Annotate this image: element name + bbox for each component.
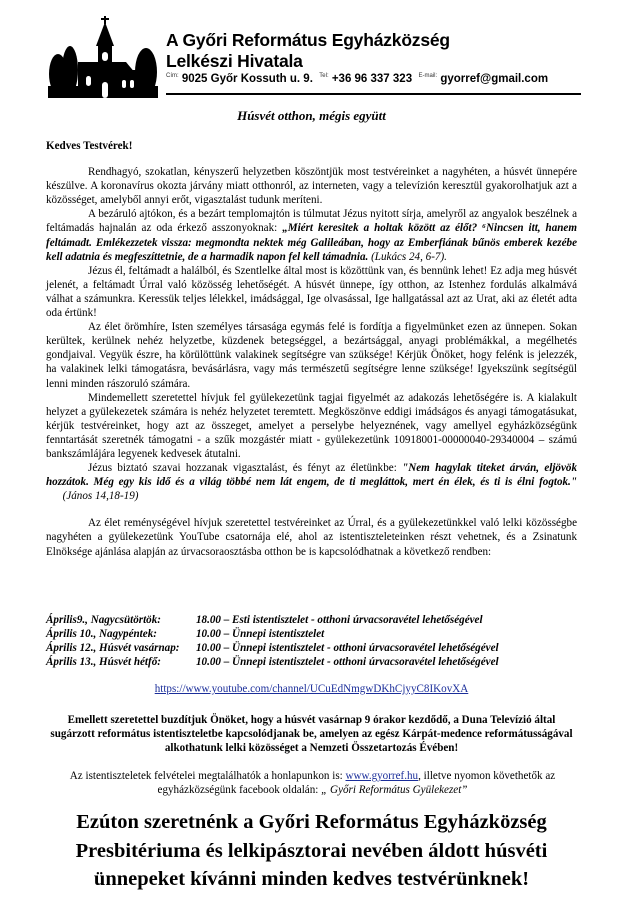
service-schedule <box>46 613 499 669</box>
closing-line: ünnepeket kívánni minden kedves testvérünknek! <box>93 868 530 890</box>
archive-text: Az istentiszteletek felvételei megtalálhatók a honlapunkon is: <box>69 770 346 782</box>
schedule-row <box>46 655 499 669</box>
schedule-row <box>46 627 499 641</box>
duna-tv-paragraph: Emellett szeretettel buzdítjuk Önöket, hogy a húsvét vasárnap 9 órakor kezdődő, a Duna Televízió által sugárzott református istentiszteletbe kapcsolódjanak be, amelyen az egész Kárpát-medence reformátusságával alkothatunk lelki közösséget a Nemzeti Összetartozás Évében! <box>50 714 573 755</box>
paragraph-4: Az élet örömhíre, Isten személyes társasága egymás felé is fordítja a figyelmünket ezen az ünnepen. Sokan kerültek, kerülnek nehéz helyzetbe, küzdenek betegséggel, a bezártsággal, anyagi problémákkal, a megélhetés gondjaival. Vegyük észre, ha körülöttünk valakinek segítségre van szüksége! Kérjük Önöket, hogy felénk is jelezzék, ha valakinek lelki támogatásra, bevásárlásra, vagy más természetű segítségre lenne szüksége! Igyekszünk segítségül lenni minden rászoruló számára. <box>46 321 577 390</box>
paragraph-7: Az élet reménységével hívjuk szeretettel testvéreinket az Úrral, és a gyülekezetünkkel való lelki közösségbe nagyhéten a gyülekezetünk YouTube csatornája elé, ahol az istentiszteleteinken részt vehetnek, és a Zsinatunk Elnöksége ajánlása alapján az úrvacsoraosztásba otthon be is kapcsolódhatnak a következő rendben: <box>46 517 577 558</box>
document-title: Húsvét otthon, mégis együtt <box>237 108 386 123</box>
closing-line: Ezúton szeretnénk a Győri Református Egyházközség <box>76 811 547 833</box>
paragraph-1: Rendhagyó, szokatlan, kényszerű helyzetben köszöntjük most testvéreinket a nagyhéten, a húsvét ünnepére készülve. A koronavírus okozta járvány miatt otthonról, az interneten, vagy a televízión keresztül gyakorolhatjuk azt a közösséget, amelyből annyi erőt, vigasztalást tudunk meríteni. <box>46 166 577 207</box>
schedule-event: 10.00 – Ünnepi istentisztelet <box>196 628 325 641</box>
schedule-day: Április 12., Húsvét vasárnap: <box>46 642 180 655</box>
phone: +36 96 337 323 <box>331 73 413 85</box>
schedule-row <box>46 641 499 655</box>
archive-text-mid: , illetve nyomon követhetők az egyházközségünk facebook oldalán: <box>157 770 556 797</box>
paragraph-2 <box>46 207 577 263</box>
greeting: Kedves Testvérek! <box>46 140 133 152</box>
paragraph-3: Jézus él, feltámadt a halálból, és Szentlelke által most is közöttünk van, és bennünk lehet! Ez adja meg húsvét jelenét, a feltámadt Úrral való közösség lehetőségét. A húsvét ünnepe, így otthon, az Istenhez fordulás alkalmává válhat a számunkra. Keressük teljes lélekkel, imádsággal, Ige olvasással, Ige hallgatással azt az Urat, aki az életét adta oda értünk! <box>46 264 577 320</box>
letterhead-line2: Lelkészi Hivatala <box>166 51 303 71</box>
schedule-event: 10.00 – Ünnepi istentisztelet - otthoni úrvacsoravétel lehetőségével <box>196 642 499 655</box>
john-quote: "Nem hagylak titeket árván, eljövök hozzátok. Még egy kis idő és a világ többé nem lát engem, de ti megláttok, mert én élek, és ti is élni fogtok." <box>46 462 577 489</box>
paragraph-5: Mindemellett szeretettel hívjuk fel gyülekezetünk tagjai figyelmét az adakozás lehetőségére is. A kialakult helyzet a gyülekezetek számára is nehéz helyzetet teremtett. Megköszönve eddigi imádságos és anyagi támogatásukat, kérjük testvéreinket, hogy azt az összeget, amelyet a perselybe helyeznének, vagy amellyel egyházközségünk fenntartását szeretnék támogatni - a szűk mozgástér miatt - gyülekezetünk 10918001-00000040-29340004 – számú bankszámlájára legyenek kedvesek átutalni. <box>46 391 577 460</box>
closing-greeting <box>0 808 623 894</box>
schedule-day: Április9., Nagycsütörtök: <box>46 614 161 626</box>
schedule-event: 18.00 – Esti istentisztelet - otthoni úrvacsoravétel lehetőségével <box>196 614 483 626</box>
church-icon <box>48 16 158 98</box>
letterhead-divider <box>166 93 581 95</box>
youtube-link-line <box>0 683 623 695</box>
letter-body <box>46 139 577 559</box>
closing-line: Presbitériuma és lelkipásztorai nevében áldott húsvéti <box>75 839 548 862</box>
letterhead-title <box>166 30 450 72</box>
email: gyorref@gmail.com <box>440 73 549 85</box>
youtube-link[interactable]: https://www.youtube.com/channel/UCuEdNmgwDKhCjyyC8IKovXA <box>154 683 469 695</box>
luke-reference: (Lukács 24, 6-7). <box>368 250 447 263</box>
archive-paragraph <box>30 769 595 797</box>
facebook-page-name: „ Győri Református Gyülekezet” <box>321 784 468 797</box>
address-label: Cím: <box>166 73 179 80</box>
luke-quote: „Miért keresitek a holtak között az élőt? ⁶Nincsen itt, hanem feltámadt. Emlékezzetek vissza: megmondta nektek még Galileában, hogy az Emberfiának bűnös emberek kezébe kell adatnia és megfeszíttetnie, de a harmadik napon fel kell támadnia. <box>46 222 577 263</box>
schedule-day: Április 13., Húsvét hétfő: <box>46 656 161 669</box>
schedule-day: Április 10., Nagypéntek: <box>46 628 157 641</box>
email-label: E-mail: <box>418 73 438 80</box>
paragraph-6-text: Jézus biztató szavai hozzanak vigasztalást, és fényt az életünkbe: <box>88 462 403 475</box>
letterhead-contact <box>166 73 548 85</box>
paragraph-6 <box>46 461 577 503</box>
paragraph-2-text: A bezáruló ajtókon, és a bezárt templomajtón is túlmutat Jézus nyitott sírja, amelyről az angyalok beszélnek a feltámadás hajnalán az oda érkező asszonyoknak: <box>46 208 577 235</box>
letterhead-line1: A Győri Református Egyházközség <box>166 30 450 50</box>
website-link[interactable]: www.gyorref.hu <box>345 770 419 782</box>
schedule-row <box>46 613 499 627</box>
john-reference: (János 14,18-19) <box>46 490 139 503</box>
address: 9025 Győr Kossuth u. 9. <box>181 73 313 85</box>
schedule-event: 10.00 – Ünnepi istentisztelet - otthoni úrvacsoravétel lehetőségével <box>196 656 499 669</box>
phone-label: Tel: <box>319 73 329 80</box>
